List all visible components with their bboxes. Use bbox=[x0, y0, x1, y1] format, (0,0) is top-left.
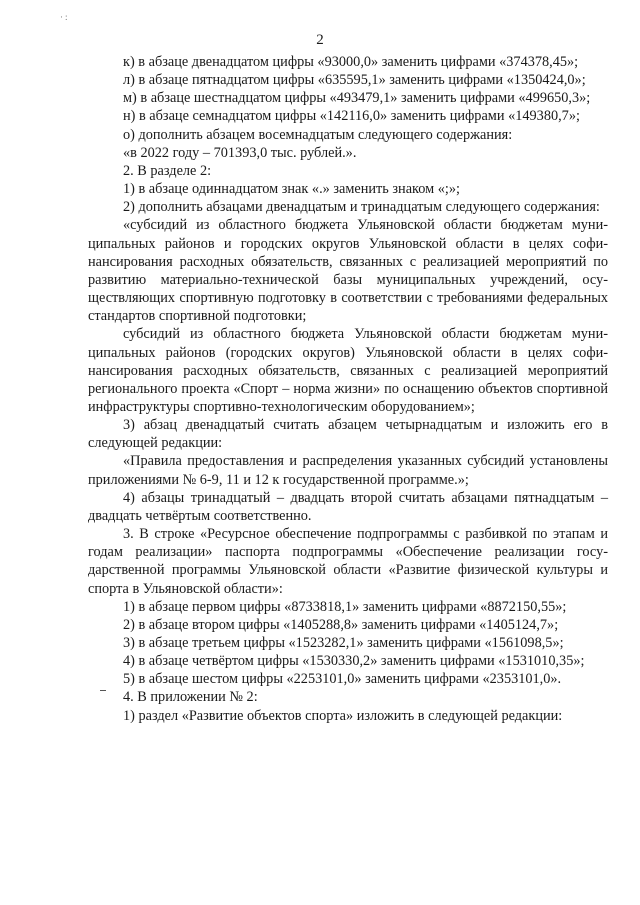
paragraph: 1) в абзаце одиннадцатом знак «.» заменить знаком «;»; bbox=[123, 181, 461, 198]
quoted-paragraph: субсидий из областного бюджета Ульяновской области бюджетам муниципальных районов (городских округов) Ульяновской области в целях софинансирования расходных обязательств, связанных с реализацией мероприятий регионального проекта «Спорт – норма жизни» по оснащению объектов спортивной инфраструктуры спортивно-технологическим оборудованием»; bbox=[88, 326, 608, 415]
paragraph: 4) в абзаце четвёртом цифры «1530330,2» заменить цифрами «1531010,35»; bbox=[123, 653, 585, 670]
paragraph: 1) в абзаце первом цифры «8733818,1» заменить цифрами «8872150,55»; bbox=[123, 598, 567, 615]
paragraph: «в 2022 году – 701393,0 тыс. рублей.». bbox=[123, 144, 357, 161]
paragraph: 2) дополнить абзацами двенадцатым и тринадцатым следующего содержания: bbox=[123, 199, 600, 216]
paragraph: л) в абзаце пятнадцатом цифры «635595,1» заменить цифрами «1350424,0»; bbox=[123, 72, 586, 89]
document-body bbox=[88, 53, 608, 725]
paragraph: о) дополнить абзацем восемнадцатым следующего содержания: bbox=[123, 126, 513, 143]
scan-speck bbox=[100, 690, 106, 691]
quoted-paragraph: «Правила предоставления и распределения указанных субсидий установлены приложениями № 6-9, 11 и 12 к государственной программе.»; bbox=[88, 453, 608, 488]
page-number: 2 bbox=[316, 32, 324, 48]
section-heading: 4. В приложении № 2: bbox=[123, 689, 258, 706]
paragraph: 1) раздел «Развитие объектов спорта» изложить в следующей редакции: bbox=[123, 707, 563, 724]
paragraph: 5) в абзаце шестом цифры «2253101,0» заменить цифрами «2353101,0». bbox=[123, 671, 562, 688]
paragraph: к) в абзаце двенадцатом цифры «93000,0» заменить цифрами «374378,45»; bbox=[123, 54, 579, 70]
paragraph: 4) абзацы тринадцатый – двадцать второй считать абзацами пятнадцатым – двадцать четвёртым соответственно. bbox=[88, 489, 608, 524]
paragraph: 2) в абзаце втором цифры «1405288,8» заменить цифрами «1405124,7»; bbox=[123, 616, 559, 633]
paragraph: м) в абзаце шестнадцатом цифры «493479,1» заменить цифрами «499650,3»; bbox=[123, 90, 591, 107]
quoted-paragraph: «субсидий из областного бюджета Ульяновской области бюджетам муниципальных районов и городских округов Ульяновской области в целях софинансирования расходных обязательств, связанных с реализацией мероприятий по развитию материально-технической базы муниципальных учреждений, осуществляющих спортивную подготовку в соответствии с требованиями федеральных стандартов спортивной подготовки; bbox=[88, 217, 608, 325]
paragraph: 3) абзац двенадцатый считать абзацем четырнадцатым и изложить его в следующей редакции: bbox=[88, 417, 608, 452]
scan-artifact: ·: bbox=[60, 12, 70, 22]
section-heading: 3. В строке «Ресурсное обеспечение подпрограммы с разбивкой по этапам и годам реализации» паспорта подпрограммы «Обеспечение реализации государственной программы Ульяновской области «Развитие физической культуры и спорта в Ульяновской области»: bbox=[88, 526, 608, 597]
paragraph: н) в абзаце семнадцатом цифры «142116,0» заменить цифрами «149380,7»; bbox=[123, 108, 580, 125]
paragraph: 3) в абзаце третьем цифры «1523282,1» заменить цифрами «1561098,5»; bbox=[123, 635, 564, 651]
section-heading: 2. В разделе 2: bbox=[123, 162, 212, 179]
